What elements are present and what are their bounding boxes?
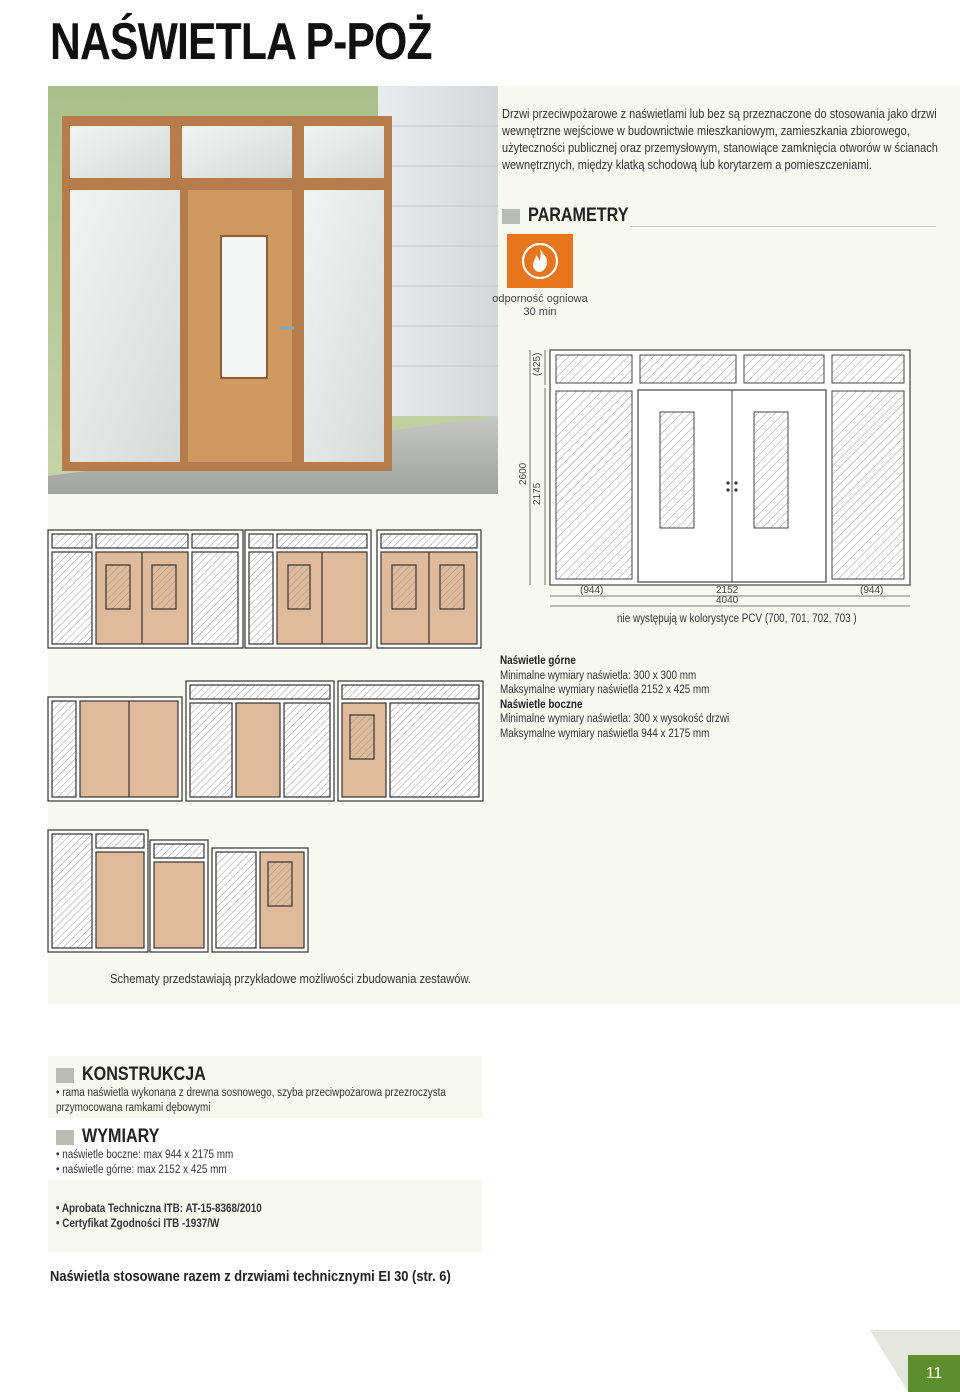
schematy-caption: Schematy przedstawiają przykładowe możliwości zbudowania zestawów. [110,971,472,986]
certs-list: • Aprobata Techniczna ITB: AT-15-8368/2010 • Certyfikat Zgodności ITB -1937/W [56,1203,262,1230]
dim-mid: 2152 [716,585,739,596]
square-bullet-icon [502,209,520,224]
door-photo [48,86,498,494]
dim-right: (944) [860,585,884,596]
page-title: NAŚWIETLA P-POŻ [50,13,432,71]
technical-drawing [500,340,950,630]
drawing-note: nie występują w kolorystyce PCV (700, 701, 702, 703 ) [617,613,857,625]
dim-top: (425) [532,352,543,376]
dim-h2: 2175 [532,482,543,505]
square-bullet-icon [56,1068,74,1083]
fire-resistance-label: odporność ogniowa 30 min [492,293,588,318]
wymiary-list: • naświetle boczne: max 944 x 2175 mm • naświetle górne: max 2152 x 425 mm [56,1149,234,1176]
konstrukcja-heading: KONSTRUKCJA [56,1064,228,1086]
specs-block: Naświetle górne Minimalne wymiary naświetla: 300 x 300 mm Maksymalne wymiary naświetla 2152 x 425 mm Naświetle boczne Minimalne wymiary naświetla: 300 x wysokość drzwi Maksymalne wymiary naświetla 944 x 2175 mm [500,655,730,740]
parametry-rule [630,226,936,227]
dim-h1: 2600 [518,462,529,485]
flame-icon [507,234,573,288]
schematic-sets [40,525,500,955]
parametry-heading: PARAMETRY [502,205,646,227]
square-bullet-icon [56,1130,74,1145]
dim-left: (944) [580,585,604,596]
konstrukcja-item: • rama naświetla wykonana z drewna sosnowego, szyba przeciwpożarowa przezroczysta przymocowana ramkami dębowymi [56,1087,446,1114]
wymiary-heading: WYMIARY [56,1126,173,1148]
page-number: 11 [908,1355,960,1392]
intro-text: Drzwi przeciwpożarowe z naświetlami lub bez są przeznaczone do stosowania jako drzwi wewnętrzne wejściowe w budownictwie mieszkaniowym, zamieszkania zbiorowego, użyteczności publicznej oraz przemysłowym, stanowiące zamknięcia otworów w ścianach wewnętrznych, między klatką schodową lub korytarzem a pomieszczeniami. [502,107,938,172]
dim-total: 4040 [716,595,739,606]
footer-note: Naświetla stosowane razem z drzwiami technicznymi EI 30 (str. 6) [50,1268,451,1285]
